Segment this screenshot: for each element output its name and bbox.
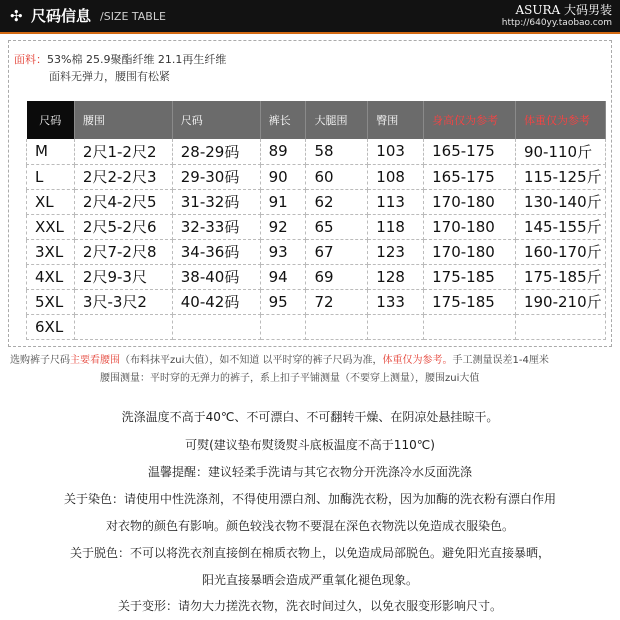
table-cell: 175-185斤 [515, 264, 605, 289]
care-line-5: 对衣物的颜色有影响。颜色较浅衣物不要混在深色衣物洗以免造成衣服染色。 [105, 519, 514, 533]
table-row [27, 289, 606, 314]
fabric-note: 面料无弹力，腰围有松紧 [49, 70, 170, 83]
page-header [0, 0, 620, 34]
table-cell: 123 [368, 239, 424, 264]
header-cell-weight: 体重仅为参考 [515, 101, 605, 139]
header-subtitle: /SIZE TABLE [100, 10, 166, 23]
table-row [27, 189, 606, 214]
header-cell-hip: 臀围 [368, 101, 424, 139]
table-row [27, 214, 606, 239]
table-cell: 91 [260, 189, 306, 214]
table-cell: 40-42码 [172, 289, 260, 314]
table-row [27, 314, 606, 339]
brand-logo-text: ASURA 大码男装 [515, 3, 612, 17]
size-table-header-row [27, 101, 606, 139]
table-row [27, 239, 606, 264]
table-row [27, 139, 606, 164]
table-cell: 94 [260, 264, 306, 289]
table-cell: 2尺9-3尺 [74, 264, 172, 289]
table-cell: 69 [306, 264, 368, 289]
table-cell: 103 [368, 139, 424, 164]
header-cell-thigh: 大腿围 [306, 101, 368, 139]
table-cell: 92 [260, 214, 306, 239]
table-cell: 32-33码 [172, 214, 260, 239]
note-text-a: 选购裤子尺码 [10, 355, 70, 366]
table-cell: 67 [306, 239, 368, 264]
table-cell: 113 [368, 189, 424, 214]
care-line-1: 洗涤温度不高于40℃、不可漂白、不可翻转干燥、在阴凉处悬挂晾干。 [121, 410, 499, 424]
table-cell: 160-170斤 [515, 239, 605, 264]
table-cell: L [27, 164, 75, 189]
table-cell: 115-125斤 [515, 164, 605, 189]
table-cell: 128 [368, 264, 424, 289]
table-row [27, 164, 606, 189]
table-cell: 170-180 [424, 189, 516, 214]
table-cell [424, 314, 516, 339]
header-cell-length: 裤长 [260, 101, 306, 139]
table-cell: 3XL [27, 239, 75, 264]
table-cell: 175-185 [424, 264, 516, 289]
header-cell-height: 身高仅为参考 [424, 101, 516, 139]
table-cell: 89 [260, 139, 306, 164]
table-cell: 108 [368, 164, 424, 189]
table-cell: 165-175 [424, 164, 516, 189]
size-table [26, 101, 606, 340]
table-cell: 58 [306, 139, 368, 164]
table-cell: 133 [368, 289, 424, 314]
table-cell: 29-30码 [172, 164, 260, 189]
table-cell: 34-36码 [172, 239, 260, 264]
table-row [27, 264, 606, 289]
table-cell [172, 314, 260, 339]
header-cell-waist: 腰围 [74, 101, 172, 139]
size-table-body [27, 139, 606, 339]
table-cell: 60 [306, 164, 368, 189]
table-cell: 31-32码 [172, 189, 260, 214]
table-cell: XXL [27, 214, 75, 239]
fabric-label: 面料： [14, 53, 47, 66]
fabric-composition-text: 53%棉 25.9聚酯纤维 21.1再生纤维 [47, 53, 227, 66]
care-line-2: 可熨(建议垫布熨烫熨斗底板温度不高于110℃) [185, 438, 435, 452]
table-cell: XL [27, 189, 75, 214]
purchase-note [10, 354, 549, 368]
header-title: 尺码信息 [31, 7, 92, 25]
table-cell: 3尺-3尺2 [74, 289, 172, 314]
note-text-c: （布料抹平zui大值），如不知道 以平时穿的裤子尺码为准， [120, 355, 383, 366]
table-cell [260, 314, 306, 339]
note-text-e: 手工测量误差1-4厘米 [452, 355, 549, 366]
table-cell: 190-210斤 [515, 289, 605, 314]
move-cross-icon: ✣ [10, 7, 23, 25]
table-cell: 175-185 [424, 289, 516, 314]
table-cell [74, 314, 172, 339]
care-line-4: 关于染色：请使用中性洗涤剂，不得使用漂白剂、加酶洗衣粉，因为加酶的洗衣粉有漂白作用 [63, 492, 556, 506]
waist-measure-note: 腰围测量：平时穿的无弹力的裤子，系上扣子平铺测量（不要穿上测量），腰围zui大值 [100, 373, 480, 384]
table-cell: 165-175 [424, 139, 516, 164]
note-text-b: 主要看腰围 [70, 355, 120, 366]
care-line-7: 阳光直接暴晒会造成严重氧化褪色现象。 [201, 573, 418, 587]
header-cell-size-number: 尺码 [172, 101, 260, 139]
table-cell: 90 [260, 164, 306, 189]
table-cell: 2尺1-2尺2 [74, 139, 172, 164]
table-cell: 72 [306, 289, 368, 314]
table-cell: 95 [260, 289, 306, 314]
table-cell: 93 [260, 239, 306, 264]
table-cell [368, 314, 424, 339]
shop-url: http://640yy.taobao.com [501, 18, 612, 28]
table-cell [515, 314, 605, 339]
table-cell: 170-180 [424, 214, 516, 239]
table-cell: 118 [368, 214, 424, 239]
table-cell: 65 [306, 214, 368, 239]
table-cell: 2尺4-2尺5 [74, 189, 172, 214]
fabric-composition [14, 53, 226, 67]
table-cell [306, 314, 368, 339]
care-line-6: 关于脱色：不可以将洗衣剂直接倒在棉质衣物上，以免造成局部脱色。避免阳光直接暴晒， [69, 546, 550, 560]
table-cell: M [27, 139, 75, 164]
table-cell: 4XL [27, 264, 75, 289]
table-cell: 145-155斤 [515, 214, 605, 239]
table-cell: 90-110斤 [515, 139, 605, 164]
table-cell: 2尺7-2尺8 [74, 239, 172, 264]
header-cell-size: 尺码 [27, 101, 75, 139]
table-cell: 5XL [27, 289, 75, 314]
table-cell: 170-180 [424, 239, 516, 264]
note-text-d: 体重仅为参考。 [382, 355, 453, 366]
table-cell: 2尺2-2尺3 [74, 164, 172, 189]
table-cell: 130-140斤 [515, 189, 605, 214]
care-line-3: 温馨提醒：建议轻柔手洗请与其它衣物分开洗涤冷水反面洗涤 [147, 465, 472, 479]
table-cell: 2尺5-2尺6 [74, 214, 172, 239]
table-cell: 28-29码 [172, 139, 260, 164]
table-cell: 6XL [27, 314, 75, 339]
care-line-8: 关于变形：请勿大力搓洗衣物，洗衣时间过久，以免衣服变形影响尺寸。 [117, 599, 502, 613]
table-cell: 62 [306, 189, 368, 214]
table-cell: 38-40码 [172, 264, 260, 289]
